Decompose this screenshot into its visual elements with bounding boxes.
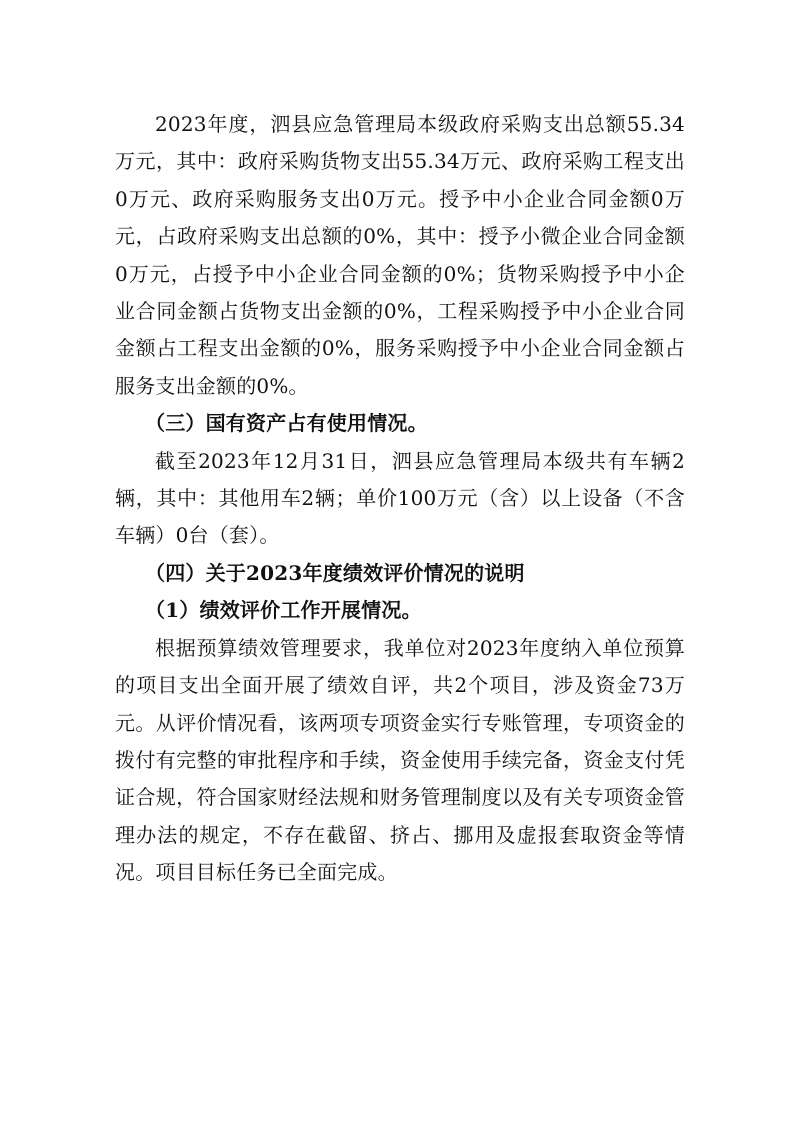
procurement-paragraph: 2023年度，泗县应急管理局本级政府采购支出总额55.34万元，其中：政府采购货物支出55.34万元、政府采购工程支出0万元、政府采购服务支出0万元。授予中小企业合同金额0万元，占政府采购支出总额的0%，其中：授予小微企业合同金额0万元，占授予中小企业合同金额的0%；货物采购授予中小企业合同金额占货物支出金额的0%，工程采购授予中小企业合同金额占工程支出金额的0%，服务采购授予中小企业合同金额占服务支出金额的0%。: [115, 112, 685, 398]
document-body: [115, 106, 685, 892]
assets-paragraph: 截至2023年12月31日，泗县应急管理局本级共有车辆2辆，其中：其他用车2辆；单价100万元（含）以上设备（不含车辆）0台（套）。: [115, 448, 685, 548]
assets-heading: （三）国有资产占有使用情况。: [145, 411, 428, 436]
performance-subheading: （1）绩效评价工作开展情况。: [145, 598, 422, 623]
performance-heading: （四）关于2023年度绩效评价情况的说明: [145, 560, 525, 585]
performance-paragraph: 根据预算绩效管理要求，我单位对2023年度纳入单位预算的项目支出全面开展了绩效自评，共2个项目，涉及资金73万元。从评价情况看，该两项专项资金实行专账管理，专项资金的拨付有完整的审批程序和手续，资金使用手续完备，资金支付凭证合规，符合国家财经法规和财务管理制度以及有关专项资金管理办法的规定，不存在截留、挤占、挪用及虚报套取资金等情况。项目目标任务已全面完成。: [115, 635, 685, 885]
